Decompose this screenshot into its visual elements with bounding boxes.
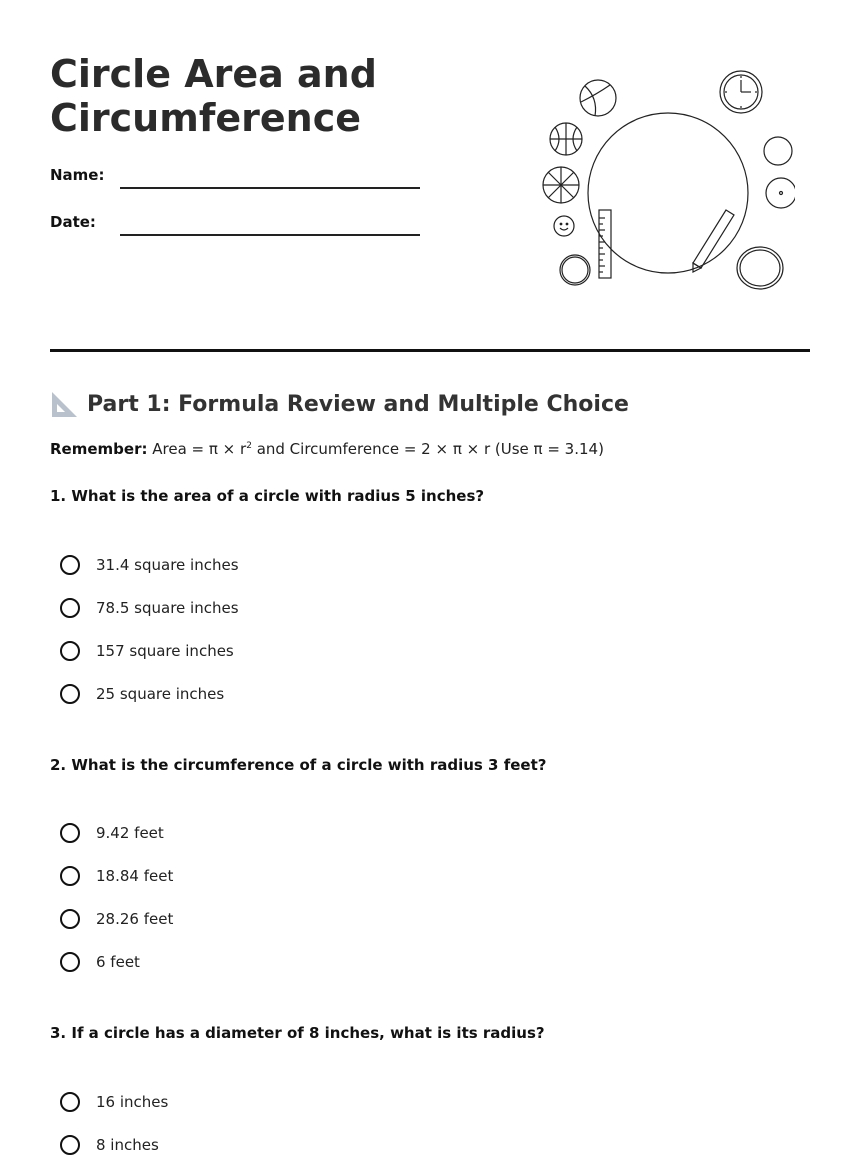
option-label: 31.4 square inches bbox=[96, 556, 239, 574]
ruler-icon bbox=[599, 210, 611, 278]
question-3-option-a[interactable] bbox=[60, 1089, 168, 1115]
wheel-icon bbox=[543, 167, 579, 203]
header-divider bbox=[50, 349, 810, 352]
formula-reminder bbox=[50, 440, 604, 458]
small-circle-icon bbox=[764, 137, 792, 165]
radio-button[interactable] bbox=[60, 823, 80, 843]
option-label: 8 inches bbox=[96, 1136, 159, 1154]
question-1-option-d[interactable] bbox=[60, 681, 224, 707]
radio-button[interactable] bbox=[60, 555, 80, 575]
name-field[interactable] bbox=[120, 187, 420, 189]
large-circle-icon bbox=[588, 113, 748, 273]
date-label: Date: bbox=[50, 213, 96, 231]
option-label: 16 inches bbox=[96, 1093, 169, 1111]
name-label: Name: bbox=[50, 166, 105, 184]
question-2-option-c[interactable] bbox=[60, 906, 173, 932]
question-2-option-d[interactable] bbox=[60, 949, 140, 975]
date-field[interactable] bbox=[120, 234, 420, 236]
clock-icon bbox=[720, 71, 762, 113]
radio-button[interactable] bbox=[60, 952, 80, 972]
beach-ball-icon bbox=[580, 80, 616, 116]
option-label: 9.42 feet bbox=[96, 824, 164, 842]
radio-button[interactable] bbox=[60, 598, 80, 618]
ring-icon bbox=[560, 255, 590, 285]
radio-button[interactable] bbox=[60, 866, 80, 886]
basketball-icon bbox=[550, 123, 582, 155]
question-1-option-c[interactable] bbox=[60, 638, 234, 664]
ring-icon bbox=[737, 247, 783, 289]
option-label: 78.5 square inches bbox=[96, 599, 239, 617]
title-line-2: Circumference bbox=[50, 96, 361, 140]
option-label: 6 feet bbox=[96, 953, 140, 971]
question-3-option-b[interactable] bbox=[60, 1132, 159, 1158]
section-header bbox=[50, 388, 629, 420]
question-1-option-a[interactable] bbox=[60, 552, 239, 578]
question-2-option-a[interactable] bbox=[60, 820, 164, 846]
question-2-option-b[interactable] bbox=[60, 863, 173, 889]
option-label: 157 square inches bbox=[96, 642, 234, 660]
question-3: 3. If a circle has a diameter of 8 inches, what is its radius? bbox=[50, 1024, 545, 1042]
radio-button[interactable] bbox=[60, 641, 80, 661]
radio-button[interactable] bbox=[60, 684, 80, 704]
formula-text-b: and Circumference = 2 × π × r (Use π = 3.14) bbox=[251, 440, 604, 458]
remember-label: Remember: bbox=[50, 440, 148, 458]
question-1: 1. What is the area of a circle with radius 5 inches? bbox=[50, 487, 485, 505]
option-label: 28.26 feet bbox=[96, 910, 174, 928]
radio-button[interactable] bbox=[60, 909, 80, 929]
pencil-icon bbox=[693, 210, 734, 272]
set-square-icon bbox=[50, 390, 78, 418]
question-2: 2. What is the circumference of a circle with radius 3 feet? bbox=[50, 756, 547, 774]
radio-button[interactable] bbox=[60, 1092, 80, 1112]
option-label: 25 square inches bbox=[96, 685, 225, 703]
formula-exponent: 2 bbox=[246, 441, 252, 451]
smiley-icon bbox=[554, 216, 574, 236]
question-1-option-b[interactable] bbox=[60, 595, 239, 621]
button-icon bbox=[766, 178, 795, 208]
title-line-1: Circle Area and bbox=[50, 52, 377, 96]
section-title: Part 1: Formula Review and Multiple Choice bbox=[87, 391, 629, 417]
option-label: 18.84 feet bbox=[96, 867, 174, 885]
page-title bbox=[50, 52, 470, 140]
formula-text-a: Area = π × r bbox=[152, 440, 247, 458]
circles-illustration bbox=[535, 60, 795, 300]
radio-button[interactable] bbox=[60, 1135, 80, 1155]
